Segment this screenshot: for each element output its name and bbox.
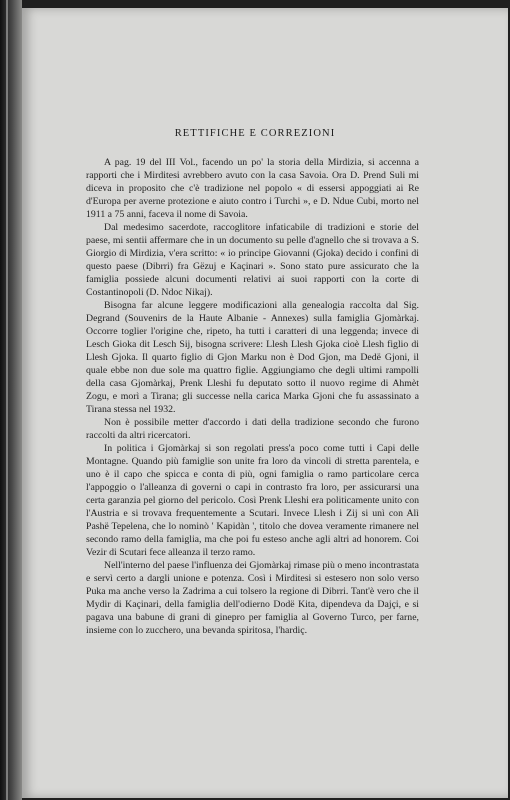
- paragraph-4: Non è possibile metter d'accordo i dati della tradizione secondo che furono raccolti da altri ricercatori.: [86, 417, 419, 441]
- binding-crease: [6, 0, 8, 800]
- paragraph-6: Nell'interno del paese l'influenza dei Gjomàrkaj rimase più o meno incontrastata e servì certo a dargli unione e potenza. Così i Mirditesi si estesero non solo verso Puka ma anche verso la Zadrima a cui tolsero la regione di Dibrri. Tant'è vero che il Mydir di Kaçinari, della famiglia dell'odierno Dodë Kita, dipendeva da Dajçi, e si pagava una babune di grani di ginepro per famiglia al Governo Turco, per farne, insieme con lo zucchero, una bevanda spiritosa, l'hardiç.: [86, 560, 419, 636]
- paragraph-5: In politica i Gjomàrkaj si son regolati press'a poco come tutti i Capi delle Montagne. Quando più famiglie son unite fra loro da vincoli di stretta parentela, e uno è il capo che spicca e conta di più, ogni famiglia o ramo particolare cerca l'appoggio o l'alleanza di governi o capi in contrasto fra loro, per assicurarsi una certa garanzia pel giorno del pericolo. Così Prenk Lleshi era politicamente unito con l'Austria e si trovava frequentemente a Scutari. Invece Llesh i Zij si unì con Alì Pashë Tepelena, che lo nominò ' Kapidàn ', titolo che dovea veramente rimanere nel secondo ramo della famiglia, ma che poi fu esteso anche agli altri ad honorem. Coi Vezir di Scutari fece alleanza il terzo ramo.: [86, 443, 419, 558]
- body-text: [86, 156, 419, 637]
- page-binding-edge: [0, 0, 22, 800]
- paragraph-1: A pag. 19 del III Vol., facendo un po' la storia della Mirdizia, si accenna a rapporti che i Mirditesi avrebbero avuto con la casa Savoia. Ora D. Prend Suli mi diceva in proposito che c'è tradizione nel popolo « di essersi appoggiati ai Re d'Europa per averne protezione e aiuto contro i Turchi », e D. Ndue Cubi, morto nel 1911 a 75 anni, faceva il nome di Savoia.: [86, 157, 419, 220]
- paragraph-2: Dal medesimo sacerdote, raccoglitore infaticabile di tradizioni e storie del paese, mi sentii affermare che in un documento su pelle d'agnello che si trovava a S. Giorgio di Mirdizia, v'era scritto: « io principe Giovanni (Gjoka) decido i confini di questo paese (Dibrri) fra Gëzuj e Kaçinari ». Sono stato pure assicurato che la famiglia possiede alcuni documenti relativi ai suoi rapporti con la corte di Costantinopoli (D. Ndoc Nikaj).: [86, 222, 419, 298]
- paragraph-3: Bisogna far alcune leggere modificazioni alla genealogia raccolta dal Sig. Degrand (Souvenirs de la Haute Albanie - Annexes) sulla famiglia Gjomàrkaj. Occorre toglier l'origine che, ripeto, ha tutti i caratteri di una leggenda; invece di Lesch Gioka dit Lesch Sij, bisogna scrivere: Llesh Llesh Gjoka cioè Llesh figlio di Llesh Gjoka. Il quarto figlio di Gjon Marku non è Dod Gjon, ma Dedë Gjoni, il quale ebbe non due sole ma quattro figlie. Aggiungiamo che degli ultimi rampolli della casa Gjomàrkaj, Prenk Lleshi fu deputato sotto il nuovo regime di Ahmèt Zogu, e morì a Tirana; gli successe nella carica Marka Gjoni che fu assassinato a Tirana stessa nel 1932.: [86, 300, 419, 415]
- page-title: RETTIFICHE E CORREZIONI: [174, 128, 336, 139]
